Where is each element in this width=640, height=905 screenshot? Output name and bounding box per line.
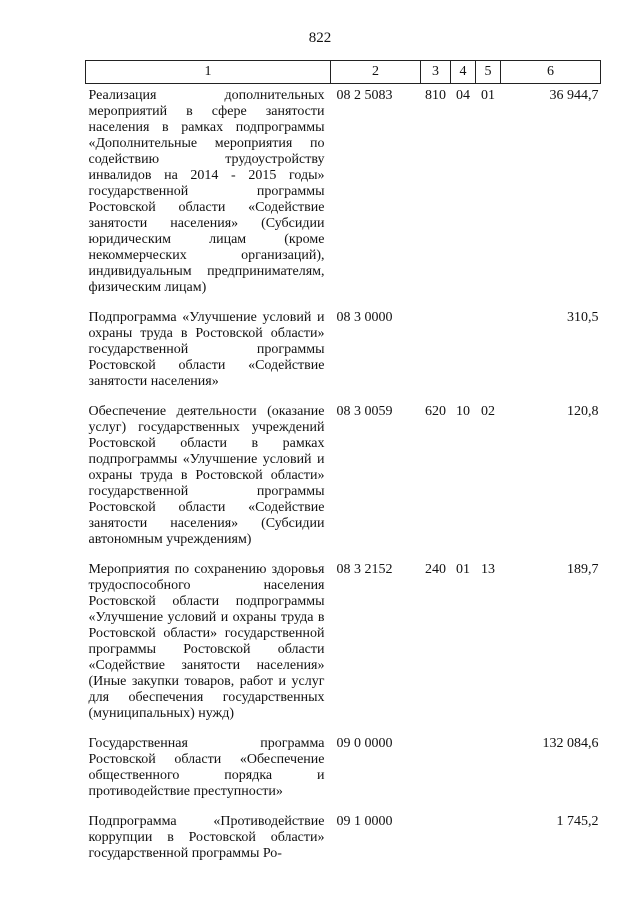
table-row (86, 558, 601, 732)
row-subsection: 13 (481, 562, 495, 577)
row-expense-type (421, 732, 451, 810)
table-header (86, 61, 601, 84)
table-row (86, 306, 601, 400)
row-amount: 36 944,7 (549, 88, 599, 103)
table-row (86, 400, 601, 558)
table-row (86, 810, 601, 872)
row-expense-type: 810 (425, 88, 446, 103)
row-section (451, 732, 476, 810)
header-col-3: 3 (421, 61, 451, 84)
row-description: Мероприятия по сохранению здоровья трудоспособного населения Ростовской области подпрограммы «Улучшение условий и охраны труда в Ростовской области» государственной программы Ростовской области «Содействие занятости населения» (Иные закупки товаров, работ и услуг для обеспечения государственных (муниципальных) нужд) (88, 562, 325, 721)
row-description: Подпрограмма «Противодействие коррупции в Ростовской области» государственной программы Ро- (88, 814, 325, 861)
row-target-code: 08 2 5083 (336, 88, 393, 103)
table-row (86, 732, 601, 810)
row-amount: 132 084,6 (542, 736, 599, 751)
row-target-code: 08 3 0000 (336, 310, 393, 325)
row-section: 04 (456, 88, 470, 103)
row-expense-type (421, 810, 451, 872)
row-section (451, 306, 476, 400)
row-description: Подпрограмма «Улучшение условий и охраны труда в Ростовской области» государственной программы Ростовской области «Содействие занятости населения» (88, 310, 325, 389)
page-number: 822 (308, 30, 332, 46)
row-description: Государственная программа Ростовской области «Обеспечение общественного порядка и противодействие преступности» (88, 736, 325, 799)
row-target-code: 08 3 0059 (336, 404, 393, 419)
row-amount: 120,8 (567, 404, 599, 419)
row-amount: 310,5 (567, 310, 599, 325)
row-expense-type: 620 (425, 404, 446, 419)
row-expense-type (421, 306, 451, 400)
row-amount: 189,7 (567, 562, 599, 577)
row-amount: 1 745,2 (556, 814, 599, 829)
row-expense-type: 240 (425, 562, 446, 577)
row-subsection (476, 810, 501, 872)
header-col-4: 4 (451, 61, 476, 84)
table-row (86, 84, 601, 307)
row-section (451, 810, 476, 872)
row-subsection: 01 (481, 88, 495, 103)
budget-table (85, 60, 601, 872)
header-col-6: 6 (501, 61, 601, 84)
row-target-code: 09 0 0000 (336, 736, 393, 751)
row-description: Реализация дополнительных мероприятий в сфере занятости населения в рамках подпрограммы «Дополнительные мероприятия по содействию трудоустройству инвалидов на 2014 - 2015 годы» государственной программы Ростовской области «Содействие занятости населения» (Субсидии юридическим лицам (кроме некоммерческих организаций), индивидуальным предпринимателям, физическим лицам) (88, 88, 325, 295)
row-target-code: 08 3 2152 (336, 562, 393, 577)
row-section: 01 (456, 562, 470, 577)
header-col-5: 5 (476, 61, 501, 84)
row-subsection (476, 306, 501, 400)
row-section: 10 (456, 404, 470, 419)
row-description: Обеспечение деятельности (оказание услуг) государственных учреждений Ростовской области в рамках подпрограммы «Улучшение условий и охраны труда в Ростовской области» государственной программы Ростовской области «Содействие занятости населения» (Субсидии автономным учреждениям) (88, 404, 325, 547)
row-target-code: 09 1 0000 (336, 814, 393, 829)
header-col-1: 1 (86, 61, 331, 84)
row-subsection (476, 732, 501, 810)
row-subsection: 02 (481, 404, 495, 419)
header-col-2: 2 (331, 61, 421, 84)
